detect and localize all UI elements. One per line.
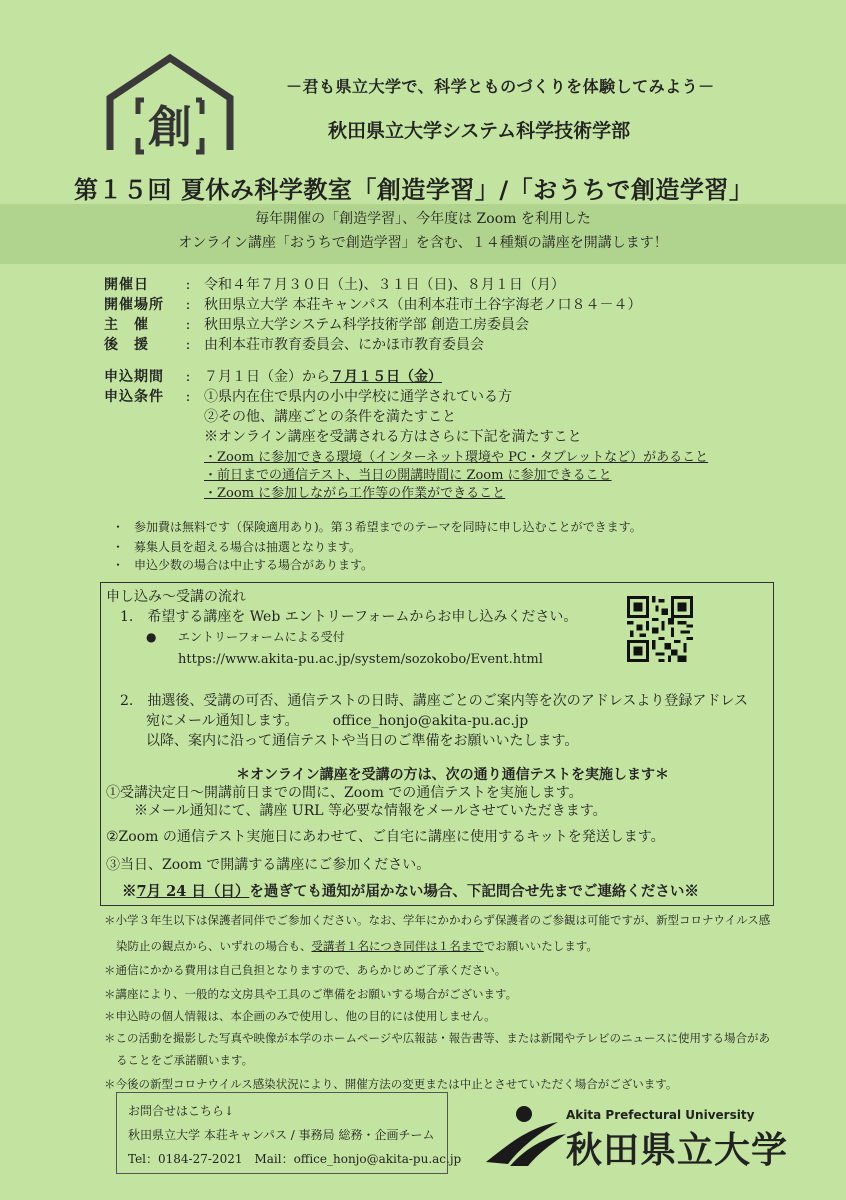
contact-org: 秋田県立大学 本荘キャンパス / 事務局 総務・企画チーム	[128, 1128, 435, 1142]
condition-2: ②その他、講座ごとの条件を満たすこと	[204, 409, 456, 425]
period-end: ７月１５日（金）	[330, 369, 442, 385]
info-label: 開催場所	[104, 297, 164, 313]
bottom-note-2: ＊通信にかかる費用は自己負担となりますので、あらかじめご了承ください。	[104, 963, 507, 977]
contact-tel-mail: Tel：0184-27-2021 Mail：office_honjo@akita-pu.ac.jp	[128, 1152, 462, 1166]
info-row-sponsor: 後 援 : 由利本荘市教育委員会、にかほ市教育委員会	[104, 334, 484, 354]
house-logo-icon	[100, 50, 240, 160]
intro-line-1: 毎年開催の「創造学習」、今年度は Zoom を利用した	[255, 211, 591, 227]
bottom-note-4: ＊申込時の個人情報は、本企画のみで使用し、他の目的には使用しません。	[104, 1009, 496, 1023]
flow-step-2-line-1: 2. 抽選後、受講の可否、通信テストの日時、講座ごとのご案内等を次のアドレスより登録アドレス	[120, 693, 748, 709]
info-row-venue: 開催場所 : 秋田県立大学 本荘キャンパス（由利本荘市土谷字海老ノ口８４－４）	[104, 294, 641, 314]
logo-glyph: 創	[148, 102, 192, 153]
qr-code-icon[interactable]	[626, 596, 694, 662]
info-label: 開催日	[104, 277, 149, 293]
tagline: －君も県立大学で、科学とものづくりを体験してみよう－	[286, 77, 715, 96]
university-name-en: Akita Prefectural University	[566, 1108, 755, 1122]
bottom-note-5b: ることをご承諾願います。	[116, 1053, 254, 1067]
info-value: 令和４年７月３０日（土)、３１日（日)、８月１日（月）	[204, 277, 565, 293]
bottom-note-6: ＊今後の新型コロナウイルス感染状況により、開催方法の変更または中止とさせていただく場合がございます。	[104, 1077, 678, 1091]
deadline-date: 7月 24 日（日）	[136, 883, 250, 900]
bottom-note-1a: ＊小学３年生以下は保護者同伴でご参加ください。なお、学年にかかわらず保護者のご参観は可能ですが、新型コロナウイルス感	[104, 913, 771, 927]
zoom-condition-1: ・Zoom に参加できる環境（インターネット環境や PC・タブレットなど）があること	[204, 450, 709, 465]
note-item: ・ 申込少数の場合は中止する場合があります。	[112, 558, 374, 572]
info-label: 後 援	[104, 337, 149, 353]
bottom-note-1b: 染防止の観点から、いずれの場合も、受講者１名につき同伴は１名まででお願いいたします。	[116, 939, 598, 953]
flow-heading: 申し込み～受講の流れ	[106, 589, 246, 605]
university-logo-icon	[486, 1104, 570, 1166]
period-start: ７月１日（金）から	[204, 369, 330, 385]
online-test-heading: ＊オンライン講座を受講の方は、次の通り通信テストを実施します＊	[236, 767, 670, 783]
entry-form-link[interactable]: https://www.akita-pu.ac.jp/system/sozokobo/Event.html	[178, 652, 543, 667]
info-value: 由利本荘市教育委員会、にかほ市教育委員会	[204, 337, 484, 353]
application-period: 申込期間 : ７月１日（金）から７月１５日（金）	[104, 366, 442, 386]
bottom-note-5a: ＊この活動を撮影した写真や映像が本学のホームページや広報誌・報告書等、または新聞やテレビのニュースに使用する場合があ	[104, 1031, 770, 1045]
intro-line-2: オンライン講座「おうちで創造学習」を含む、１４種類の講座を開講します！	[178, 235, 668, 251]
department-name: 秋田県立大学システム科学技術学部	[328, 120, 631, 142]
zoom-condition-3: ・Zoom に参加しながら工作等の作業ができること	[204, 486, 506, 501]
info-value: 秋田県立大学システム科学技術学部 創造工房委員会	[204, 317, 530, 333]
condition-3: ※オンライン講座を受講される方はさらに下記を満たすこと	[204, 429, 582, 445]
application-conditions-label-row: 申込条件 :	[104, 386, 204, 406]
online-step-2: ②Zoom の通信テスト実施日にあわせて、ご自宅に講座に使用するキットを発送します。	[106, 829, 665, 845]
info-value: 秋田県立大学 本荘キャンパス（由利本荘市土谷字海老ノ口８４－４）	[204, 297, 642, 313]
page-title: 第１５回 夏休み科学教室「創造学習」/「おうちで創造学習」	[74, 176, 754, 204]
online-step-1-note: ※メール通知にて、講座 URL 等必要な情報をメールさせていただきます。	[134, 803, 607, 819]
contact-heading: お問合せはこちら↓	[128, 1104, 235, 1118]
bottom-note-3: ＊講座により、一般的な文房具や工具のご準備をお願いする場合がございます。	[104, 987, 518, 1001]
note-item: ・ 募集人員を超える場合は抽選となります。	[112, 540, 362, 554]
period-label: 申込期間	[104, 369, 164, 385]
conditions-label: 申込条件	[104, 389, 164, 405]
online-step-3: ③当日、Zoom で開講する講座にご参加ください。	[106, 857, 431, 873]
flow-step-1: 1. 希望する講座を Web エントリーフォームからお申し込みください。	[120, 609, 578, 625]
info-row-date: 開催日 : 令和４年７月３０日（土)、３１日（日)、８月１日（月）	[104, 274, 565, 294]
online-step-1: ①受講決定日～開講前日までの間に、Zoom での通信テストを実施します。	[106, 785, 583, 801]
zoom-condition-2: ・前日までの通信テスト、当日の開講時間に Zoom に参加できること	[204, 468, 612, 483]
contact-email-link[interactable]: office_honjo@akita-pu.ac.jp	[332, 713, 529, 729]
flow-step-2-line-3: 以降、案内に沿って通信テストや当日のご準備をお願いいたします。	[146, 733, 579, 749]
flow-step-2-line-2: 宛にメール通知します。 office_honjo@akita-pu.ac.jp	[146, 713, 529, 729]
info-row-organizer: 主 催 : 秋田県立大学システム科学技術学部 創造工房委員会	[104, 314, 529, 334]
info-label: 主 催	[104, 317, 149, 333]
flow-step-1-sub: ● エントリーフォームによる受付	[146, 630, 345, 644]
university-name-jp: 秋田県立大学	[566, 1130, 789, 1171]
deadline-notice: ※7月 24 日（日）を過ぎても通知が届かない場合、下記問合せ先までご連絡ください※	[122, 883, 699, 900]
condition-1: ①県内在住で県内の小中学校に通学されている方	[204, 389, 512, 405]
note-item: ・ 参加費は無料です（保険適用あり)。第３希望までのテーマを同時に申し込むことができます。	[112, 520, 642, 534]
